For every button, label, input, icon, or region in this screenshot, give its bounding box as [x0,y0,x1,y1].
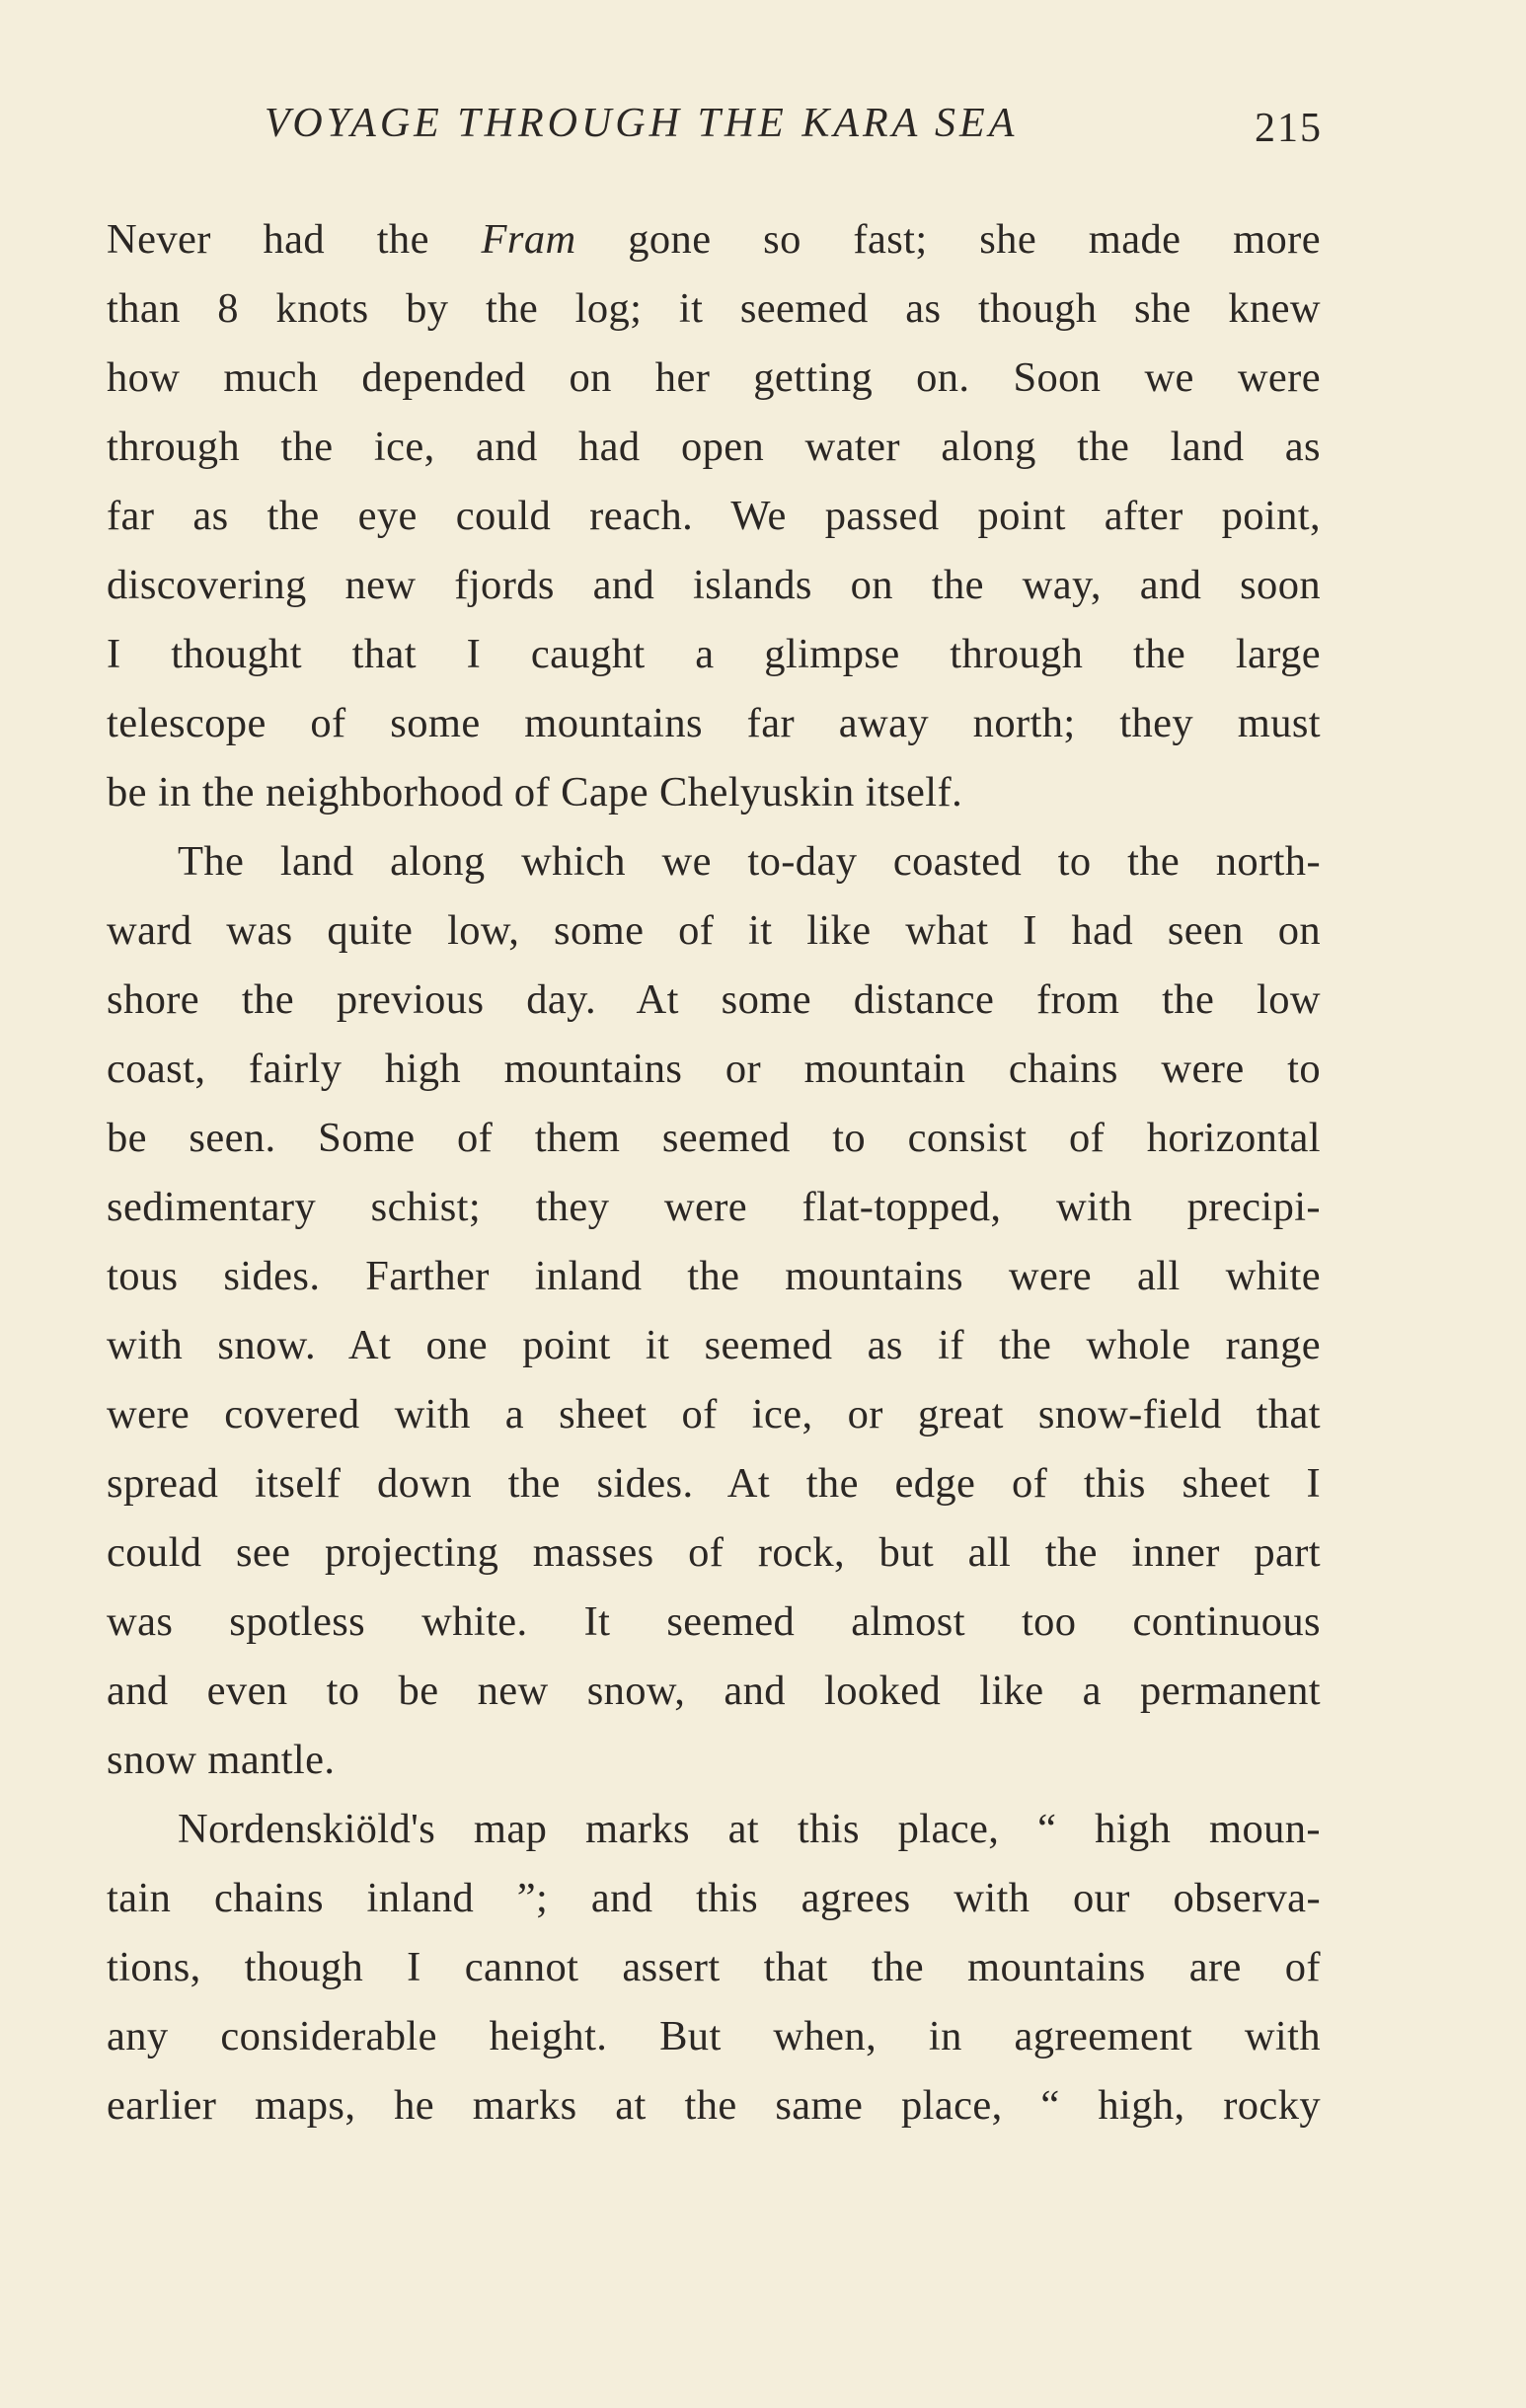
text-line: were covered with a sheet of ice, or great snow-field that [107,1391,1321,1437]
text-line: earlier maps, he marks at the same place, “ high, rocky [107,2082,1321,2129]
text-line: any considerable height. But when, in agreement with [107,2013,1321,2059]
paragraph-1 [107,205,1321,827]
running-head-title: VOYAGE THROUGH THE KARA SEA [265,101,1019,146]
text-line: tain chains inland ”; and this agrees with our observa- [107,1875,1321,1921]
ship-name-italic: Fram [481,216,576,263]
text-line: ward was quite low, some of it like what I had seen on [107,907,1321,954]
text-line: snow mantle. [107,1737,336,1783]
text-line: shore the previous day. At some distance from the low [107,976,1321,1023]
text-line: The land along which we to-day coasted to the north- [178,838,1321,885]
text-segment: Never had the [107,216,482,263]
text-segment: gone so fast; she made more [575,216,1321,263]
text-line: with snow. At one point it seemed as if the whole range [107,1322,1321,1368]
text-line: Nordenskiöld's map marks at this place, “ high moun- [178,1806,1321,1852]
text-line: coast, fairly high mountains or mountain chains were to [107,1046,1321,1092]
text-line: tions, though I cannot assert that the mountains are of [107,1944,1321,1990]
text-line: could see projecting masses of rock, but all the inner part [107,1529,1321,1576]
page-number: 215 [1255,106,1323,151]
text-line [107,205,1321,274]
text-line: far as the eye could reach. We passed point after point, [107,493,1321,539]
paragraph-2 [107,827,1321,1795]
text-line: sedimentary schist; they were flat-topped, with precipi- [107,1184,1321,1230]
text-line: I thought that I caught a glimpse through the large [107,631,1321,677]
text-line: telescope of some mountains far away north; they must [107,700,1321,746]
text-line: through the ice, and had open water along the land as [107,424,1321,470]
paragraph-3 [107,1795,1321,2140]
text-line: be in the neighborhood of Cape Chelyuskin itself. [107,769,963,816]
body-text [107,205,1321,2140]
text-line: spread itself down the sides. At the edge of this sheet I [107,1460,1321,1507]
text-line: be seen. Some of them seemed to consist of horizontal [107,1115,1321,1161]
text-line: tous sides. Farther inland the mountains were all white [107,1253,1321,1299]
text-line: was spotless white. It seemed almost too continuous [107,1598,1321,1645]
text-line: and even to be new snow, and looked like a permanent [107,1668,1321,1714]
text-line: than 8 knots by the log; it seemed as though she knew [107,285,1321,332]
text-line: how much depended on her getting on. Soon we were [107,354,1321,401]
text-line: discovering new fjords and islands on the way, and soon [107,562,1321,608]
